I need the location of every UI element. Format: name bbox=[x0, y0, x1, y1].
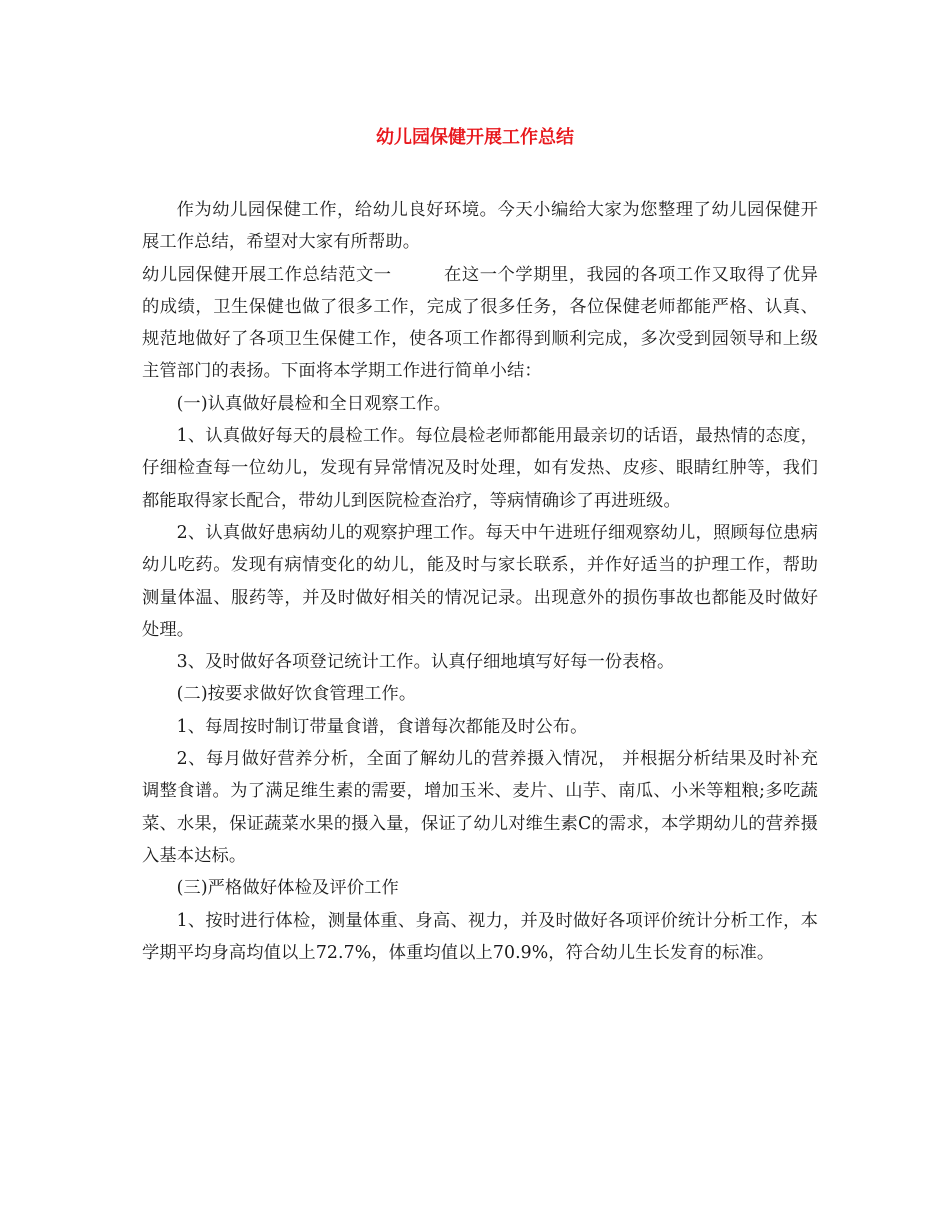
paragraph-records: 3、及时做好各项登记统计工作。认真仔细地填写好每一份表格。 bbox=[176, 652, 675, 673]
paragraph-morning-check: 1、认真做好每天的晨检工作。每位晨检老师都能用最亲切的话语，最热情的态度，仔细检查每一位幼儿，发现有异常情况及时处理，如有发热、皮疹、眼睛红肿等，我们都能取得家长配合，带幼儿到医院检查治疗，等病情确诊了再进班级。 bbox=[142, 426, 818, 511]
intro-paragraph: 作为幼儿园保健工作，给幼儿良好环境。今天小编给大家为您整理了幼儿园保健开展工作总结，希望对大家有所帮助。 bbox=[142, 200, 818, 253]
paragraph-physical-exam: 1、按时进行体检，测量体重、身高、视力，并及时做好各项评价统计分析工作，本学期平均身高均值以上72.7%，体重均值以上70.9%，符合幼儿生长发育的标准。 bbox=[142, 910, 818, 963]
section-heading-3: (三)严格做好体检及评价工作 bbox=[176, 878, 399, 899]
sample-paragraph bbox=[142, 259, 818, 388]
section-heading-1: (一)认真做好晨检和全日观察工作。 bbox=[176, 393, 451, 414]
paragraph-nutrition: 2、每月做好营养分析，全面了解幼儿的营养摄入情况， 并根据分析结果及时补充调整食谱。为了满足维生素的需要，增加玉米、麦片、山芋、南瓜、小米等粗粮;多吃蔬菜、水果，保证蔬菜水果的摄入量，保证了幼儿对维生素C的需求，本学期幼儿的营养摄入基本达标。 bbox=[142, 749, 818, 866]
section-heading-2: (二)按要求做好饮食管理工作。 bbox=[176, 684, 417, 705]
document-body bbox=[142, 194, 818, 969]
sample-heading: 幼儿园保健开展工作总结范文一 bbox=[142, 264, 392, 285]
paragraph-sick-care: 2、认真做好患病幼儿的观察护理工作。每天中午进班仔细观察幼儿，照顾每位患病幼儿吃药。发现有病情变化的幼儿，能及时与家长联系，并作好适当的护理工作，帮助测量体温、服药等，并及时做好相关的情况记录。出现意外的损伤事故也都能及时做好处理。 bbox=[142, 522, 818, 640]
document-title: 幼儿园保健开展工作总结 bbox=[376, 127, 574, 148]
sample-opening: 在这一个学期里，我园的各项工作又取得了优异的成绩，卫生保健也做了很多工作，完成了很多任务，各位保健老师都能严格、认真、规范地做好了各项卫生保健工作，使各项工作都得到顺利完成，多次受到园领导和上级主管部门的表扬。下面将本学期工作进行简单小结： bbox=[142, 264, 819, 382]
paragraph-menu: 1、每周按时制订带量食谱，食谱每次都能及时公布。 bbox=[176, 716, 588, 737]
